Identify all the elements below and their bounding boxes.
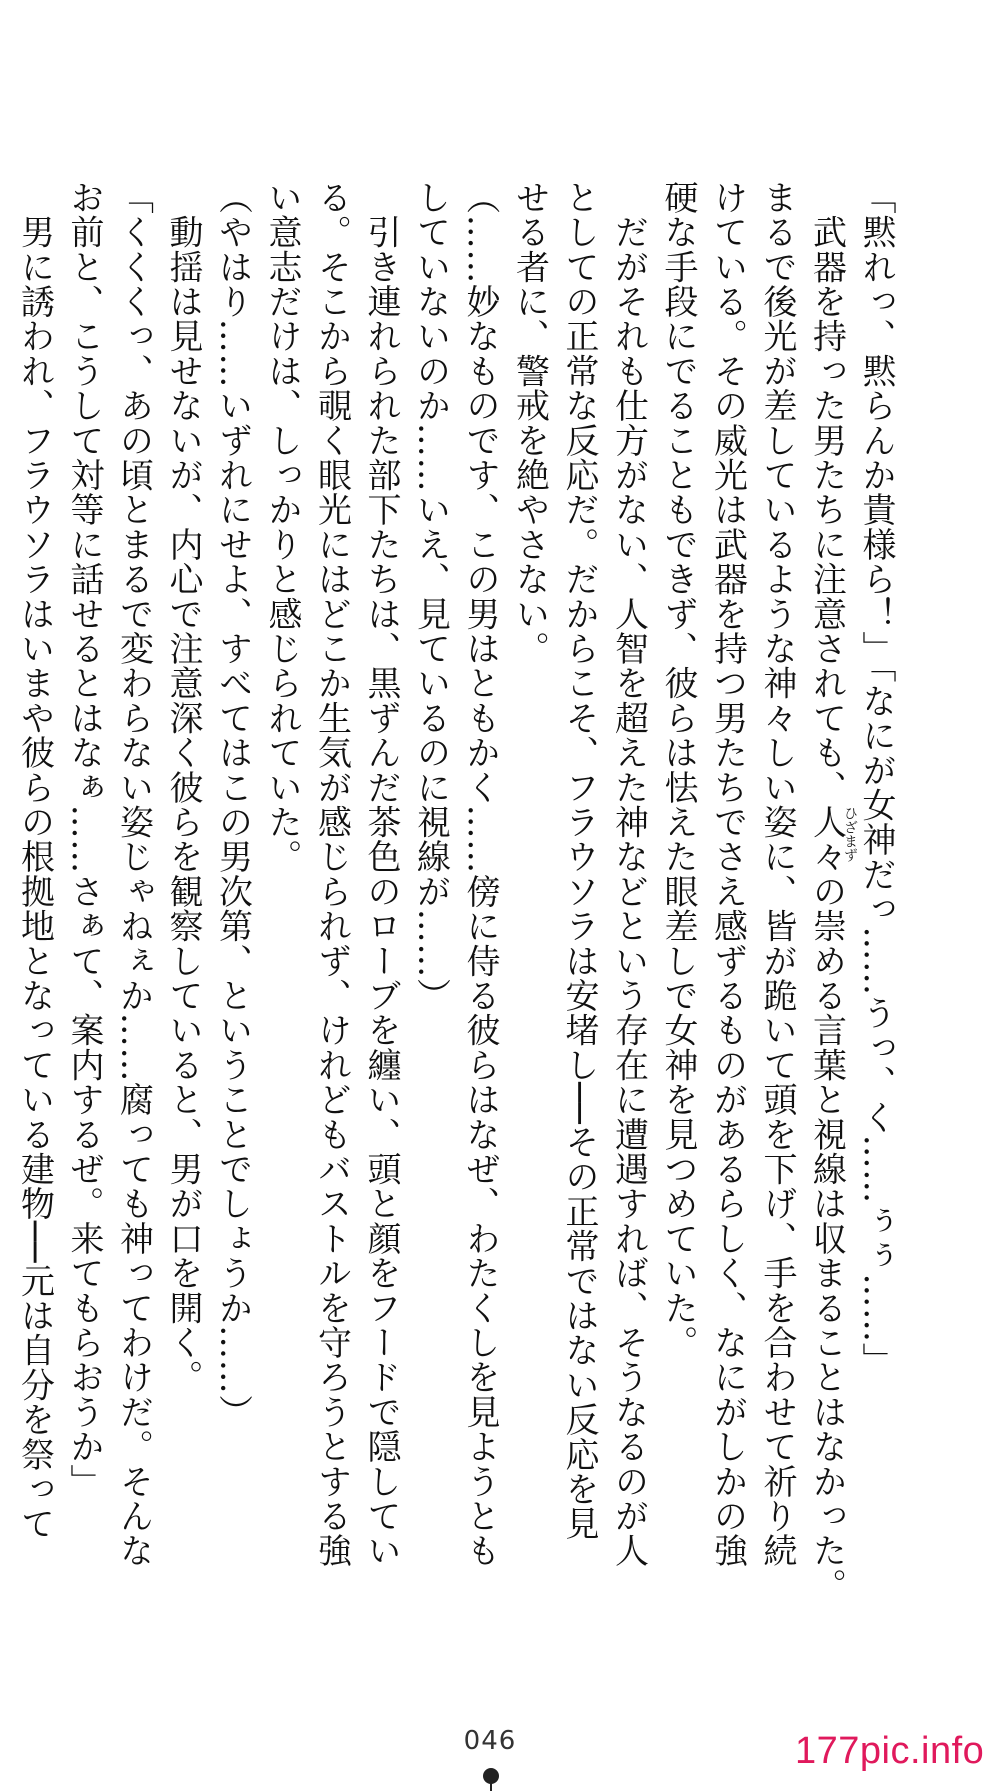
text-column: まるで後光が差しているような神々しい姿に、皆が跪いて頭を下げ、手を合わせて祈り続: [757, 180, 797, 1568]
text-column: 動揺は見せないが、内心で注意深く彼らを観察していると、男が口を開く。: [163, 180, 203, 1395]
ruby-annotation: ひざまず: [842, 806, 858, 862]
page-marker-stem: [490, 1780, 492, 1791]
text-column: い意志だけは、しっかりと感じられていた。: [262, 180, 302, 874]
text-column: していないのか……いえ、見ているのに視線が……）: [410, 180, 451, 1013]
text-column: せる者に、警戒を絶やさない。: [509, 180, 550, 666]
text-column: （やはり……いずれにせよ、すべてはこの男次第、ということでしょうか……）: [212, 180, 253, 1430]
text-column: お前と、こうして対等に話せるとはなぁ……さぁて、案内するぜ。来てもらおうか」: [64, 180, 104, 1499]
text-column: だがそれも仕方がない、人智を超えた神などという存在に遭遇すれば、そうなるのが人: [608, 180, 649, 1568]
page-number: 046: [463, 1726, 517, 1756]
text-column: 硬な手段にでることもできず、彼らは怯えた眼差しで女神を見つめていた。: [658, 180, 698, 1360]
text-column: としての正常な反応だ。だからこそ、フラウソラは安堵し──その正常ではない反応を見: [559, 180, 599, 1541]
text-column: 「黙れっ、黙らんか貴様ら！」「なにが女神だっ……うっ、く……ぅぅ……」: [856, 180, 896, 1378]
text-column: （……妙なものです、この男はともかく……傍に侍る彼らはなぜ、わたくしを見ようとも: [460, 180, 500, 1568]
watermark-text: 177pic.info: [795, 1730, 985, 1772]
text-column: 「くくくっ、あの頃とまるで変わらない姿じゃねぇか……腐っても神ってわけだ。そんな: [113, 180, 154, 1568]
text-column: る。そこから覗く眼光にはどこか生気が感じられず、けれどもバストルを守ろうとする強: [311, 180, 352, 1568]
vertical-body-text: [9, 180, 900, 1603]
text-column: 武器を持った男たちに注意されても、人々の崇める言葉と視線は収まることはなかった。: [806, 180, 847, 1603]
text-column: 引き連れられた部下たちは、黒ずんだ茶色のローブを纏い、頭と顔をフードで隠してい: [361, 180, 401, 1568]
text-column: 男に誘われ、フラウソラはいまや彼らの根拠地となっている建物──元は自分を祭って: [14, 180, 55, 1541]
text-column: けている。その威光は武器を持つ男たちでさえ感ずるものがあるらしく、なにがしかの強: [707, 180, 748, 1568]
